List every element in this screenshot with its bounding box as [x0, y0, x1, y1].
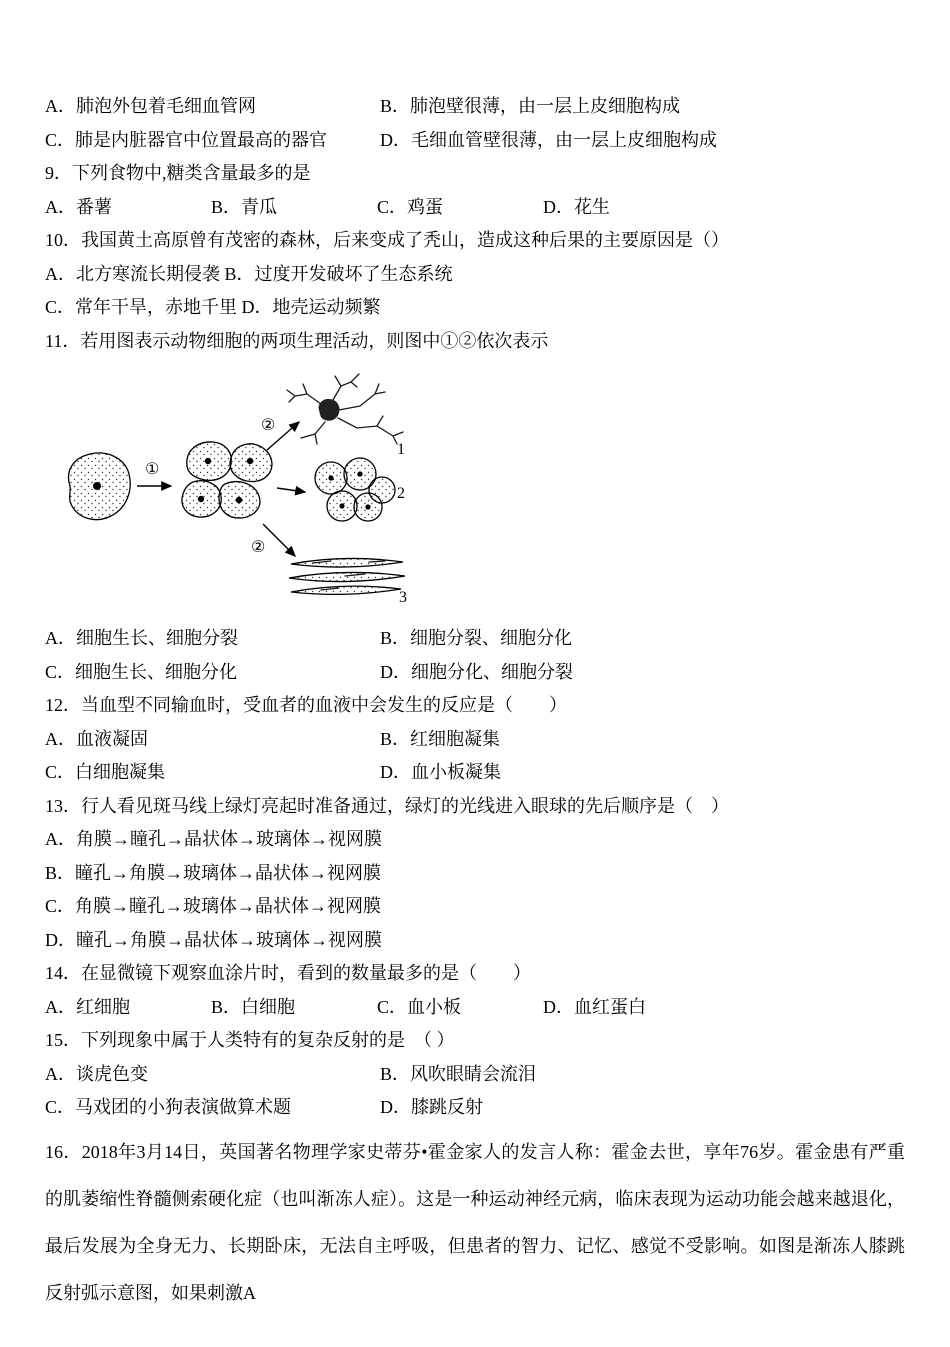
- question-stem-11: 11．若用图表示动物细胞的两项生理活动，则图中①②依次表示: [45, 330, 549, 351]
- option-d: D．血小板凝集: [380, 762, 501, 782]
- option-a: A．番薯: [45, 196, 112, 217]
- option-b: B．青瓜: [211, 196, 278, 217]
- round-cell-group-icon: [315, 458, 395, 521]
- single-cell-icon: [69, 453, 131, 520]
- round-cells-number: 2: [397, 485, 405, 502]
- muscle-cells-number: 3: [399, 589, 407, 606]
- question-stem-9: 9．下列食物中,糖类含量最多的是: [45, 163, 311, 183]
- option-d: D．细胞分化、细胞分裂: [380, 661, 573, 682]
- option-a: A．细胞生长、细胞分裂: [45, 628, 238, 648]
- option-b: B．红细胞凝集: [380, 728, 501, 749]
- option-a: A．谈虎色变: [45, 1063, 148, 1084]
- question-stem-12: 12．当血型不同输血时，受血者的血液中会发生的反应是（ ）: [45, 695, 567, 715]
- option-c: C．血小板: [377, 996, 462, 1017]
- option-row: [45, 991, 905, 1025]
- option-a: A．角膜→瞳孔→晶状体→玻璃体→视网膜: [45, 829, 382, 849]
- option-a: A．红细胞: [45, 996, 130, 1017]
- question-stem-13: 13．行人看见斑马线上绿灯亮起时准备通过，绿灯的光线进入眼球的先后顺序是（ ）: [45, 795, 729, 816]
- option-b: B．风吹眼睛会流泪: [380, 1063, 537, 1084]
- question-stem-14: 14．在显微镜下观察血涂片时，看到的数量最多的是（ ）: [45, 963, 531, 983]
- nerve-cell-number: 1: [397, 441, 405, 458]
- option-a: A．血液凝固: [45, 728, 148, 749]
- option-c: C．细胞生长、细胞分化: [45, 661, 238, 682]
- dividing-cells-icon: [182, 442, 272, 518]
- option-row: [45, 723, 905, 757]
- step2-lower-arrow-icon: [263, 524, 295, 556]
- step1-label: ①: [145, 461, 160, 478]
- option-c: C．马戏团的小狗表演做算术题: [45, 1097, 292, 1117]
- option-row: [45, 622, 905, 656]
- option-a: A．肺泡外包着毛细血管网: [45, 96, 256, 116]
- option-row: [45, 124, 905, 158]
- option-b: B．细胞分裂、细胞分化: [380, 628, 573, 648]
- option-line: A．北方寒流长期侵袭 B．过度开发破坏了生态系统: [45, 263, 453, 284]
- option-b: B．白细胞: [211, 996, 296, 1017]
- option-row: [45, 1091, 905, 1125]
- step2-lower-label: ②: [251, 539, 266, 556]
- middle-arrow-icon: [277, 488, 305, 492]
- option-b: B．肺泡壁很薄，由一层上皮细胞构成: [380, 96, 681, 116]
- option-d: D．膝跳反射: [380, 1097, 483, 1117]
- question-paragraph-16: 16．2018年3月14日，英国著名物理学家史蒂芬•霍金家人的发言人称：霍金去世，享年76岁。霍金患有严重的肌萎缩性脊髓侧索硬化症（也叫渐冻人症）。这是一种运动神经元病，临床表现为运动功能会越来越退化，最后发展为全身无力、长期卧床，无法自主呼吸，但患者的智力、记忆、感觉不受影响。如图是渐冻人膝跳反射弧示意图，如果刺激A: [45, 1141, 905, 1303]
- cell-diagram-svg: [45, 366, 425, 616]
- option-line: C．常年干旱，赤地千里 D．地壳运动频繁: [45, 297, 381, 317]
- muscle-fiber-cells-icon: [289, 558, 405, 594]
- option-c: C．白细胞凝集: [45, 762, 166, 782]
- step2-upper-label: ②: [261, 417, 276, 434]
- option-d: D．花生: [543, 196, 610, 217]
- option-row: [45, 756, 905, 790]
- option-c: C．肺是内脏器官中位置最高的器官: [45, 129, 328, 150]
- option-row: [45, 191, 905, 225]
- option-d: D．毛细血管壁很薄，由一层上皮细胞构成: [380, 129, 717, 150]
- option-d: D．瞳孔→角膜→晶状体→玻璃体→视网膜: [45, 929, 382, 950]
- question-stem-10: 10．我国黄土高原曾有茂密的森林，后来变成了秃山，造成这种后果的主要原因是（）: [45, 230, 729, 250]
- option-row: [45, 656, 905, 690]
- option-d: D．血红蛋白: [543, 996, 646, 1017]
- option-c: C．鸡蛋: [377, 196, 444, 217]
- option-row: [45, 1058, 905, 1092]
- option-c: C．角膜→瞳孔→玻璃体→晶状体→视网膜: [45, 896, 382, 916]
- option-row: [45, 90, 905, 124]
- nerve-cell-icon: [287, 374, 403, 444]
- option-b: B．瞳孔→角膜→玻璃体→晶状体→视网膜: [45, 862, 382, 883]
- question-stem-15: 15．下列现象中属于人类特有的复杂反射的是 （ ）: [45, 1030, 455, 1050]
- cell-activities-diagram: [45, 366, 905, 616]
